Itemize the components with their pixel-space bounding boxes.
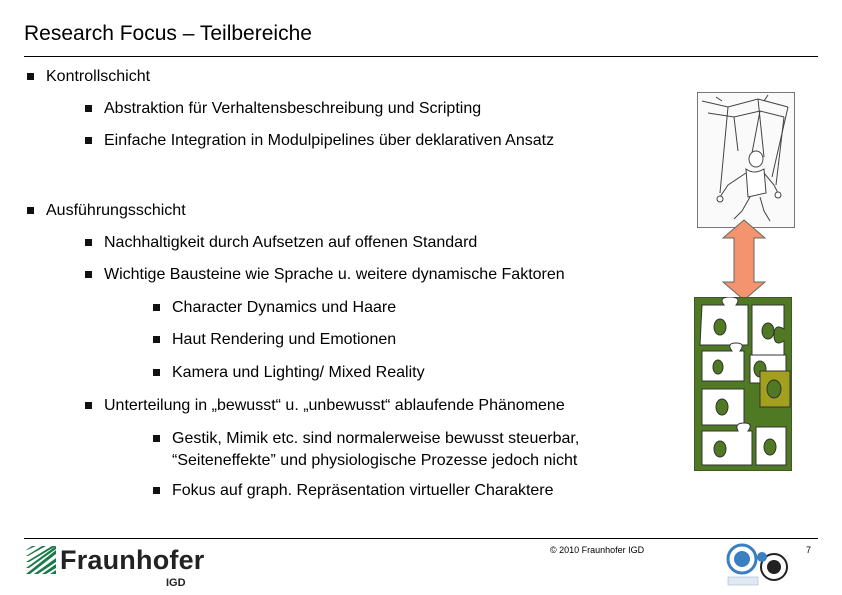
fraunhofer-logo-icon bbox=[24, 544, 58, 583]
square-bullet-icon bbox=[153, 487, 160, 494]
bullet-text: Einfache Integration in Modulpipelines über deklarativen Ansatz bbox=[104, 132, 555, 149]
square-bullet-icon bbox=[27, 73, 34, 80]
slide-title: Research Focus – Teilbereiche bbox=[24, 22, 312, 45]
bullet-text: Kontrollschicht bbox=[46, 68, 151, 85]
square-bullet-icon bbox=[85, 271, 92, 278]
fraunhofer-wordmark: Fraunhofer bbox=[60, 545, 205, 575]
title-rule bbox=[24, 56, 818, 57]
bullet-text: Character Dynamics und Haare bbox=[172, 299, 397, 316]
bullet-text: Unterteilung in „bewusst“ u. „unbewusst“ ablaufende Phänomene bbox=[104, 397, 565, 414]
bullet-text: Ausführungsschicht bbox=[46, 202, 186, 219]
square-bullet-icon bbox=[85, 105, 92, 112]
bullet-text: Fokus auf graph. Repräsentation virtueller Charaktere bbox=[172, 482, 554, 499]
bullet-text: Kamera und Lighting/ Mixed Reality bbox=[172, 364, 425, 381]
square-bullet-icon bbox=[85, 239, 92, 246]
square-bullet-icon bbox=[27, 207, 34, 214]
square-bullet-icon bbox=[153, 369, 160, 376]
double-arrow-icon bbox=[719, 218, 769, 307]
square-bullet-icon bbox=[153, 336, 160, 343]
square-bullet-icon bbox=[153, 304, 160, 311]
square-bullet-icon bbox=[85, 137, 92, 144]
square-bullet-icon bbox=[85, 402, 92, 409]
bullet-text: “Seiteneffekte” und physiologische Prozesse jedoch nicht bbox=[172, 452, 578, 469]
page-number: 7 bbox=[806, 545, 812, 555]
bullet-text: Nachhaltigkeit durch Aufsetzen auf offenen Standard bbox=[104, 234, 478, 251]
puzzle-image bbox=[694, 297, 792, 471]
certification-badges bbox=[724, 543, 794, 592]
bullet-text: Abstraktion für Verhaltensbeschreibung und Scripting bbox=[104, 100, 482, 117]
puppet-image bbox=[697, 92, 795, 228]
copyright-text: © 2010 Fraunhofer IGD bbox=[550, 545, 645, 555]
bullet-text: Wichtige Bausteine wie Sprache u. weitere dynamische Faktoren bbox=[104, 266, 565, 283]
footer-rule bbox=[24, 538, 818, 539]
igd-label: IGD bbox=[166, 577, 186, 589]
bullet-text: Haut Rendering und Emotionen bbox=[172, 331, 397, 348]
square-bullet-icon bbox=[153, 435, 160, 442]
bullet-text: Gestik, Mimik etc. sind normalerweise bewusst steuerbar, bbox=[172, 430, 580, 447]
